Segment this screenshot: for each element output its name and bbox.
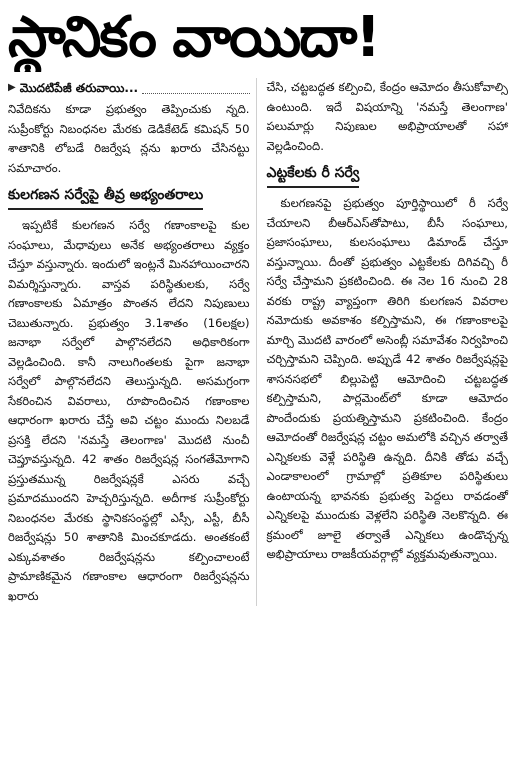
left-paragraph-2: ఇప్పటికే కులగణన సర్వే గణాంకాలపై కుల సంఘాలు, మేధావులు అనేక అభ్యంతరాలు వ్యక్తం చేస్తూ వస్తున్నారు. ఇందులో ఇంట్లనే మినహాయించారని విమర్శిస్తున్నారు. వాస్తవ పరిస్థితులకు, సర్వే గణాంకాలకు ఏమాత్రం పొంతన లేదని నిపుణులు చెబుతున్నారు. ప్రభుత్వం 3.1శాతం (16లక్షల) జనాభా సర్వేలో పాల్గొనలేదని అధికారికంగా వెల్లడించింది. కానీ నాలుగింతలకు పైగా జనాభా సర్వేలో పాల్గొనలేదని తెలుస్తున్నది. అసమగ్రంగా సేకరించిన వివరాలు, రూపొందించిన గణాంకాల ఆధారంగా ఖరారు చేస్తే అవి చట్టం ముందు నిలబడే ప్రసక్తి లేదని 'నమస్తే తెలంగాణ' మొదటి నుంచీ చెప్తూవస్తున్నది. 42 శాతం రిజర్వేషన్ల సంగతేమోగాని ప్రస్తుతమున్న రిజర్వేషన్లకే ఎసరు వచ్చే ప్రమాదముందని హెచ్చరిస్తున్నది. అదీగాక సుప్రీంకోర్టు నిబంధనల మేరకు స్థానికసంస్థల్లో ఎస్సీ, ఎస్టీ, బీసీ రిజర్వేషన్లు 50 శాతానికి మించకూడదు. అంతకంటే ఎక్కువశాతం రిజర్వేషన్లను కల్పించాలంటే ప్రామాణికమైన గణాంకాల ఆధారంగా రిజర్వేషన్లను ఖరారు [8,218,250,603]
continuation-kicker [8,78,250,98]
headline: స్థానికం వాయిదా! [8,5,379,70]
left-column [8,78,257,606]
right-paragraph-2: కులగణనపై ప్రభుత్వం పూర్తిస్థాయిలో రీ సర్వే చేయాలని బీఆర్ఎస్‌తోపాటు, బీసీ సంఘాలు, ప్రజాసంఘాలు, కులసంఘాలు డిమాండ్ చేస్తూ వస్తున్నాయి. దీంతో ప్రభుత్వం ఎట్టకేలకు దిగివచ్చి రీ సర్వే చేస్తామని ప్రకటించింది. ఈ నెల 16 నుంచి 28 వరకు రాష్ట్ర వ్యాప్తంగా తిరిగి కులగణన వివరాల నమోదుకు అవకాశం కల్పిస్తామని, ఈ గణాంకాలపై మార్చి మొదటి వారంలో అసెంబ్లీ సమావేశం నిర్వహించి చర్చిస్తామని చెప్పింది. అప్పుడే 42 శాతం రిజర్వేషన్లపై శాసనసభలో బిల్లుపెట్టి ఆమోదించి చట్టబద్ధత కల్పిస్తామని, పార్లమెంట్‌లో కూడా ఆమోదం పొందేందుకు ప్రయత్నిస్తామని ప్రకటించింది. కేంద్రం ఆమోదంతో రిజర్వేషన్ల చట్టం అమలోకి వచ్చిన తర్వాతే ఎన్నికలకు వెళ్లే పరిస్థితి ఉన్నది. దీనికి తోడు వచ్చే ఎండాకాలంలో గ్రామాల్లో ప్రతికూల పరిస్థితులు ఉంటాయన్న భావనకు ప్రభుత్వ పెద్దలు రావడంతో ఎన్నికలపై ముందుకు వెళ్లలేని పరిస్థితి నెలకొన్నది. ఈ క్రమంలో జూలై తర్వాతే ఎన్నికలు ఉండొచ్చన్న అభిప్రాయాలు రాజకీయవర్గాల్లో వ్యక్తమవుతున్నాయి. [266,196,508,561]
right-column [267,78,509,606]
triangle-right-icon: ▶ [8,82,16,93]
kicker-text: మొదటిపేజీ తరువాయి... [19,81,139,95]
right-paragraph-1: చేసి, చట్టబద్ధత కల్పించి, కేంద్రం ఆమోదం తీసుకోవాల్సి ఉంటుంది. ఇదే విషయాన్ని 'నమస్తే తెలంగాణ' పలుమార్లు నిపుణుల అభిప్రాయాలతో సహా వెల్లడించింది. [266,80,508,153]
kicker-divider [142,83,249,94]
left-paragraph-1: నివేదికను కూడా ప్రభుత్వం తెప్పించుకు న్నది. సుప్రీంకోర్టు నిబంధనల మేరకు డెడికేటెడ్ కమిషన్ 50 శాతానికి లోబడే రిజర్వేష న్లను ఖరారు చేసినట్టు సమాచారం. [8,102,250,175]
left-subheading: కులగణన సర్వేపై తీవ్ర అభ్యంతరాలు [8,184,203,210]
article-columns [8,78,508,606]
right-subheading: ఎట్టకేలకు రీ సర్వే [267,162,360,188]
